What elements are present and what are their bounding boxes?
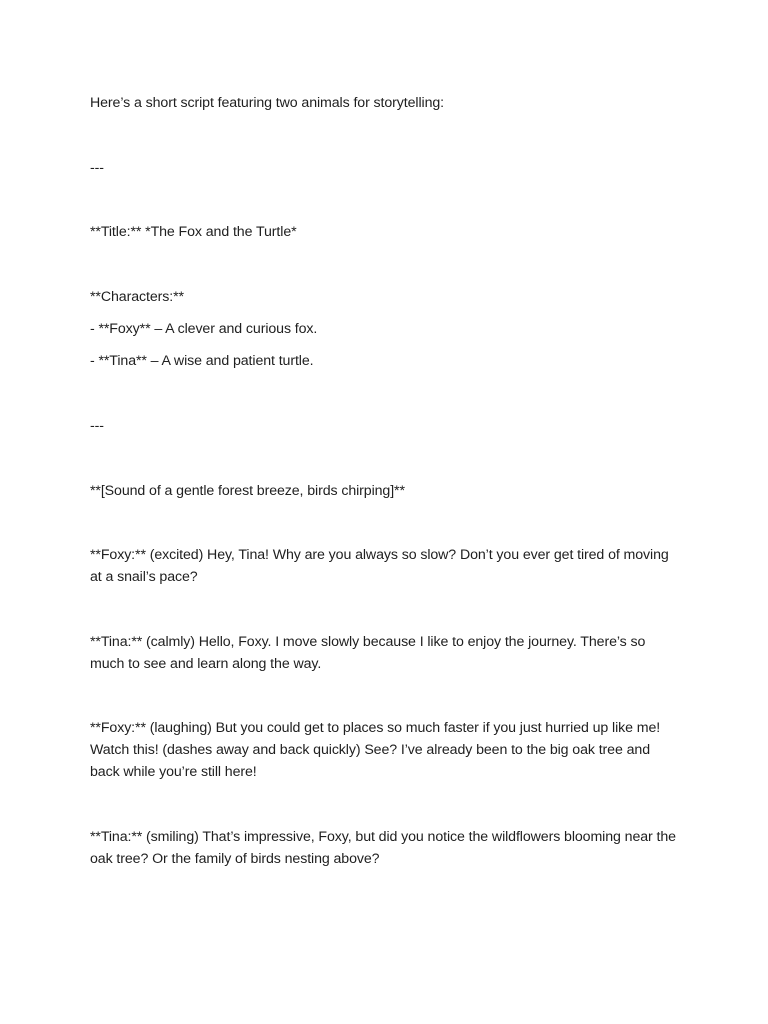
section-divider: --- (90, 160, 104, 176)
character-foxy: - **Foxy** – A clever and curious fox. (90, 321, 318, 337)
section-divider: --- (90, 418, 104, 434)
intro-paragraph: Here’s a short script featuring two animals for storytelling: (90, 95, 444, 111)
dialogue-tina-1: **Tina:** (calmly) Hello, Foxy. I move slowly because I like to enjoy the journey. There’s so much to see and learn along the way. (90, 634, 646, 672)
dialogue-foxy-1: **Foxy:** (excited) Hey, Tina! Why are you always so slow? Don’t you ever get tired of moving at a snail’s pace? (90, 547, 669, 585)
script-title: **Title:** *The Fox and the Turtle* (90, 224, 297, 240)
character-tina: - **Tina** – A wise and patient turtle. (90, 353, 314, 369)
dialogue-tina-2: **Tina:** (smiling) That’s impressive, Foxy, but did you notice the wildflowers blooming near the oak tree? Or the family of birds nesting above? (90, 829, 676, 867)
characters-heading: **Characters:** (90, 289, 184, 305)
dialogue-foxy-2: **Foxy:** (laughing) But you could get to places so much faster if you just hurried up like me! Watch this! (dashes away and back quickly) See? I’ve already been to the big oak tree and back while you’re still here! (90, 720, 661, 780)
sound-cue: **[Sound of a gentle forest breeze, birds chirping]** (90, 483, 405, 499)
